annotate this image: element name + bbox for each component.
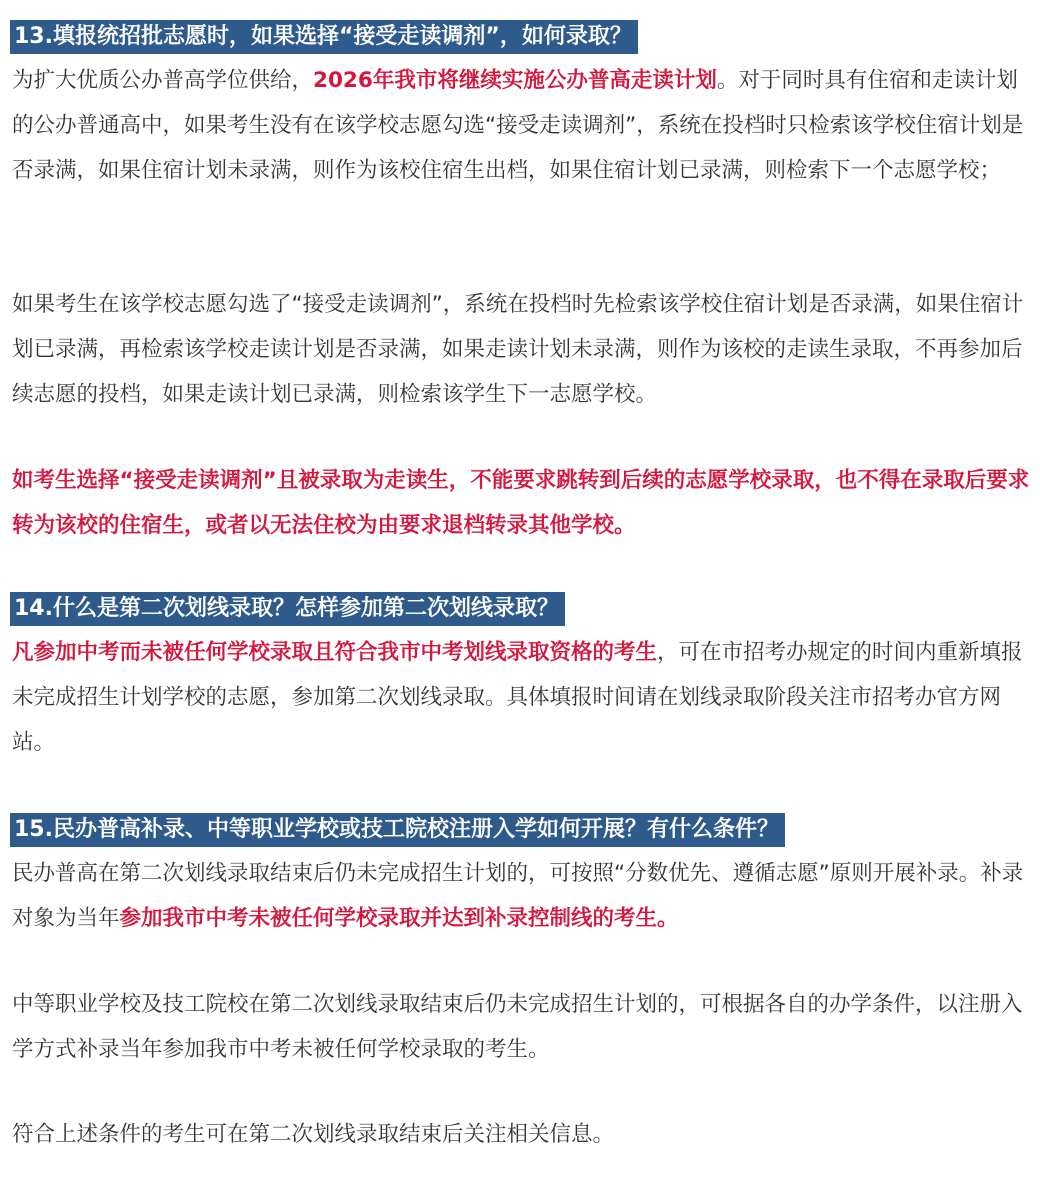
section-15-paragraph-1 [12,851,1030,941]
section-15-p1-text: 民办普高在第二次划线录取结束后仍未完成招生计划的，可按照“分数优先、遵循志愿”原则开展补录。补录对象为当年 [12,861,1024,931]
section-15-paragraph-3: 符合上述条件的考生可在第二次划线录取结束后关注相关信息。 [12,1122,615,1147]
section-13-paragraph-2: 如果考生在该学校志愿勾选了“接受走读调剂”，系统在投档时先检索该学校住宿计划是否录满，如果住宿计划已录满，再检索该学校走读计划是否录满，如果走读计划未录满，则作为该校的走读生录取，不再参加后续志愿的投档，如果走读计划已录满，则检索该学生下一志愿学校。 [12,292,1024,407]
section-13-p1-text-cont: 。对于同时具有住宿和走读计划的公办普通高中，如果考生没有在该学校志愿勾选“接受走读调剂”，系统在投档时只检索该学校住宿计划是否录满，如果住宿计划未录满，则作为该校住宿生出档，如果住宿计划已录满，则检索下一个志愿学校； [12,68,1024,183]
section-14-p1-text: ，可在市招考办规定的时间内重新填报未完成招生计划学校的志愿，参加第二次划线录取。具体填报时间请在划线录取阶段关注市招考办官方网站。 [12,640,1023,755]
section-15-paragraph-2: 中等职业学校及技工院校在第二次划线录取结束后仍未完成招生计划的，可根据各自的办学条件，以注册入学方式补录当年参加我市中考未被任何学校录取的考生。 [12,992,1023,1062]
section-13-paragraph-3-highlight: 如考生选择“接受走读调剂”且被录取为走读生，不能要求跳转到后续的志愿学校录取，也不得在录取后要求转为该校的住宿生，或者以无法住校为由要求退档转录其他学校。 [12,468,1030,538]
section-13-p1-text: 为扩大优质公办普高学位供给， [12,68,314,93]
section-14-paragraph-1 [12,630,1030,765]
section-14-p1-highlight: 凡参加中考而未被任何学校录取且符合我市中考划线录取资格的考生 [12,640,658,665]
section-13-paragraph-1 [12,58,1030,193]
section-14-heading: 14.什么是第二次划线录取？怎样参加第二次划线录取？ [10,592,565,626]
section-15-p1-highlight: 参加我市中考未被任何学校录取并达到补录控制线的考生。 [119,906,679,931]
section-13-p1-highlight: 2026年我市将继续实施公办普高走读计划 [313,68,717,93]
section-13-heading: 13.填报统招批志愿时，如果选择“接受走读调剂”，如何录取？ [10,20,638,54]
section-15-heading: 15.民办普高补录、中等职业学校或技工院校注册入学如何开展？有什么条件？ [10,813,785,847]
